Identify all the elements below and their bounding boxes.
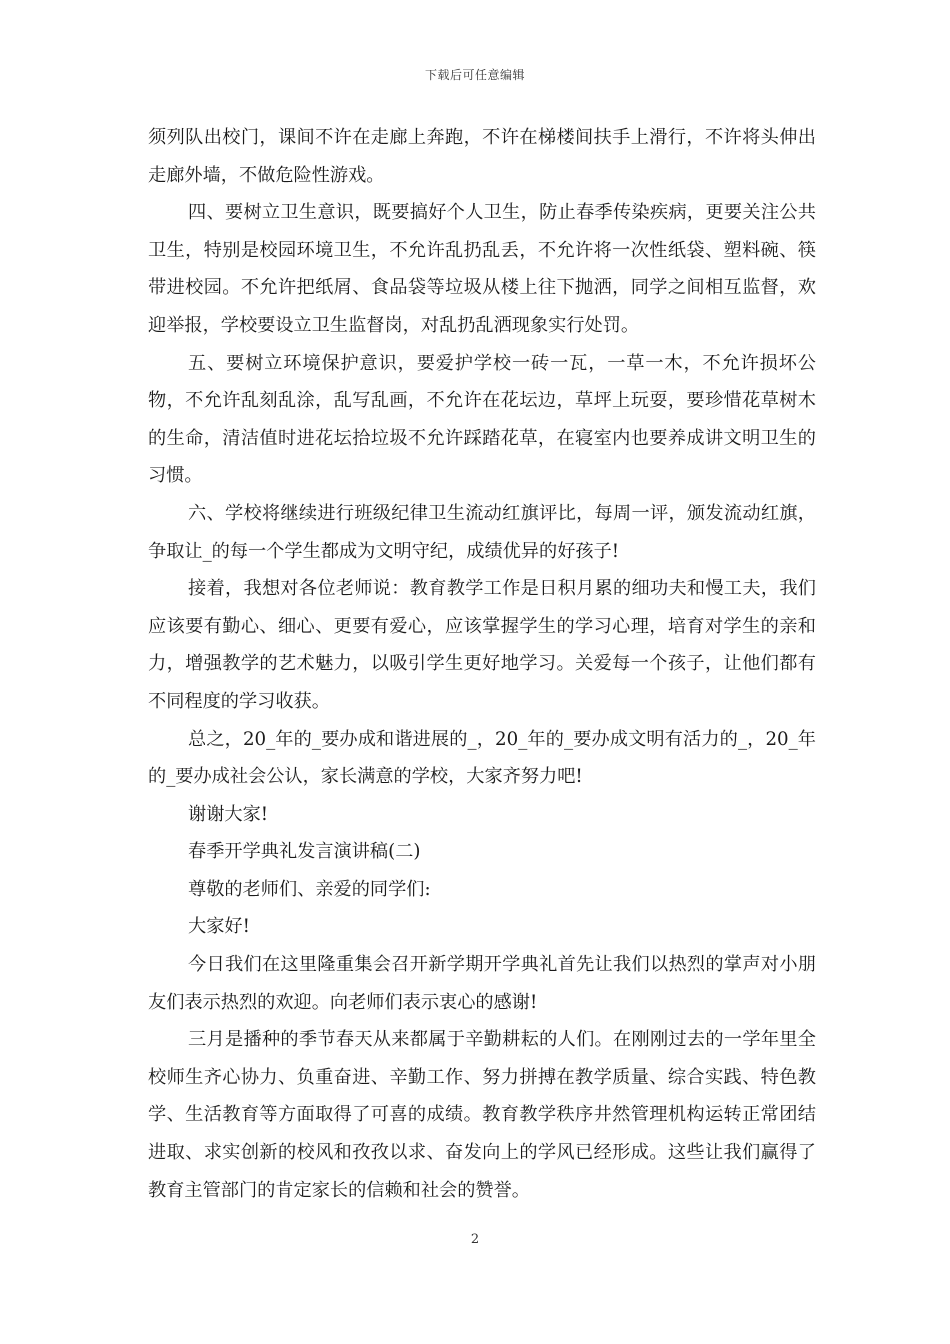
greeting: 大家好! <box>188 916 250 938</box>
paragraph-thanks: 谢谢大家! <box>188 803 269 825</box>
salutation: 尊敬的老师们、亲爱的同学们: <box>188 878 431 900</box>
page-header: 下载后可任意编辑 <box>424 68 525 82</box>
paragraph-continued: 须列队出校门，课间不许在走廊上奔跑，不许在梯楼间扶手上滑行，不许将头伸出走廊外墙，不做危险性游戏。 <box>148 127 816 186</box>
paragraph-summary: 总之，20_年的_要办成和谐进展的_，20_年的_要办成文明有活力的_，20_年的_要办成社会公认，家长满意的学校，大家齐努力吧! <box>148 728 816 788</box>
paragraph-achievements: 三月是播种的季节春天从来都属于辛勤耕耘的人们。在刚刚过去的一学年里全校师生齐心协力、负重奋进、辛勤工作、努力拼搏在教学质量、综合实践、特色教学、生活教育等方面取得了可喜的成绩。教育教学秩序井然管理机构运转正常团结进取、求实创新的校风和孜孜以求、奋发向上的学风已经形成。这些让我们赢得了教育主管部门的肯定家长的信赖和社会的赞誉。 <box>148 1029 816 1201</box>
document-body <box>148 119 816 1209</box>
paragraph-red-flag: 六、学校将继续进行班级纪律卫生流动红旗评比，每周一评，颁发流动红旗，争取让_的每一个学生都成为文明守纪，成绩优异的好孩子! <box>148 502 816 562</box>
paragraph-hygiene: 四、要树立卫生意识，既要搞好个人卫生，防止春季传染疾病，更要关注公共卫生，特别是校园环境卫生，不允许乱扔乱丢，不允许将一次性纸袋、塑料碗、筷带进校园。不允许把纸屑、食品袋等垃圾从楼上往下抛洒，同学之间相互监督，欢迎举报，学校要设立卫生监督岗，对乱扔乱洒现象实行处罚。 <box>148 202 816 336</box>
paragraph-teachers: 接着，我想对各位老师说：教育教学工作是日积月累的细功夫和慢工夫，我们应该要有勤心、细心、更要有爱心，应该掌握学生的学习心理，培育对学生的亲和力，增强教学的艺术魅力，以吸引学生更好地学习。关爱每一个孩子，让他们都有不同程度的学习收获。 <box>148 578 816 712</box>
page-number: 2 <box>470 1232 480 1247</box>
paragraph-welcome: 今日我们在这里隆重集会召开新学期开学典礼首先让我们以热烈的掌声对小朋友们表示热烈的欢迎。向老师们表示衷心的感谢! <box>148 954 816 1013</box>
paragraph-environment: 五、要树立环境保护意识，要爱护学校一砖一瓦，一草一木，不允许损坏公物，不允许乱刻乱涂，乱写乱画，不允许在花坛边，草坪上玩耍，要珍惜花草树木的生命，清洁值时进花坛拾垃圾不允许踩踏花草，在寝室内也要养成讲文明卫生的习惯。 <box>148 352 816 487</box>
section-title: 春季开学典礼发言演讲稿(二) <box>188 841 421 863</box>
